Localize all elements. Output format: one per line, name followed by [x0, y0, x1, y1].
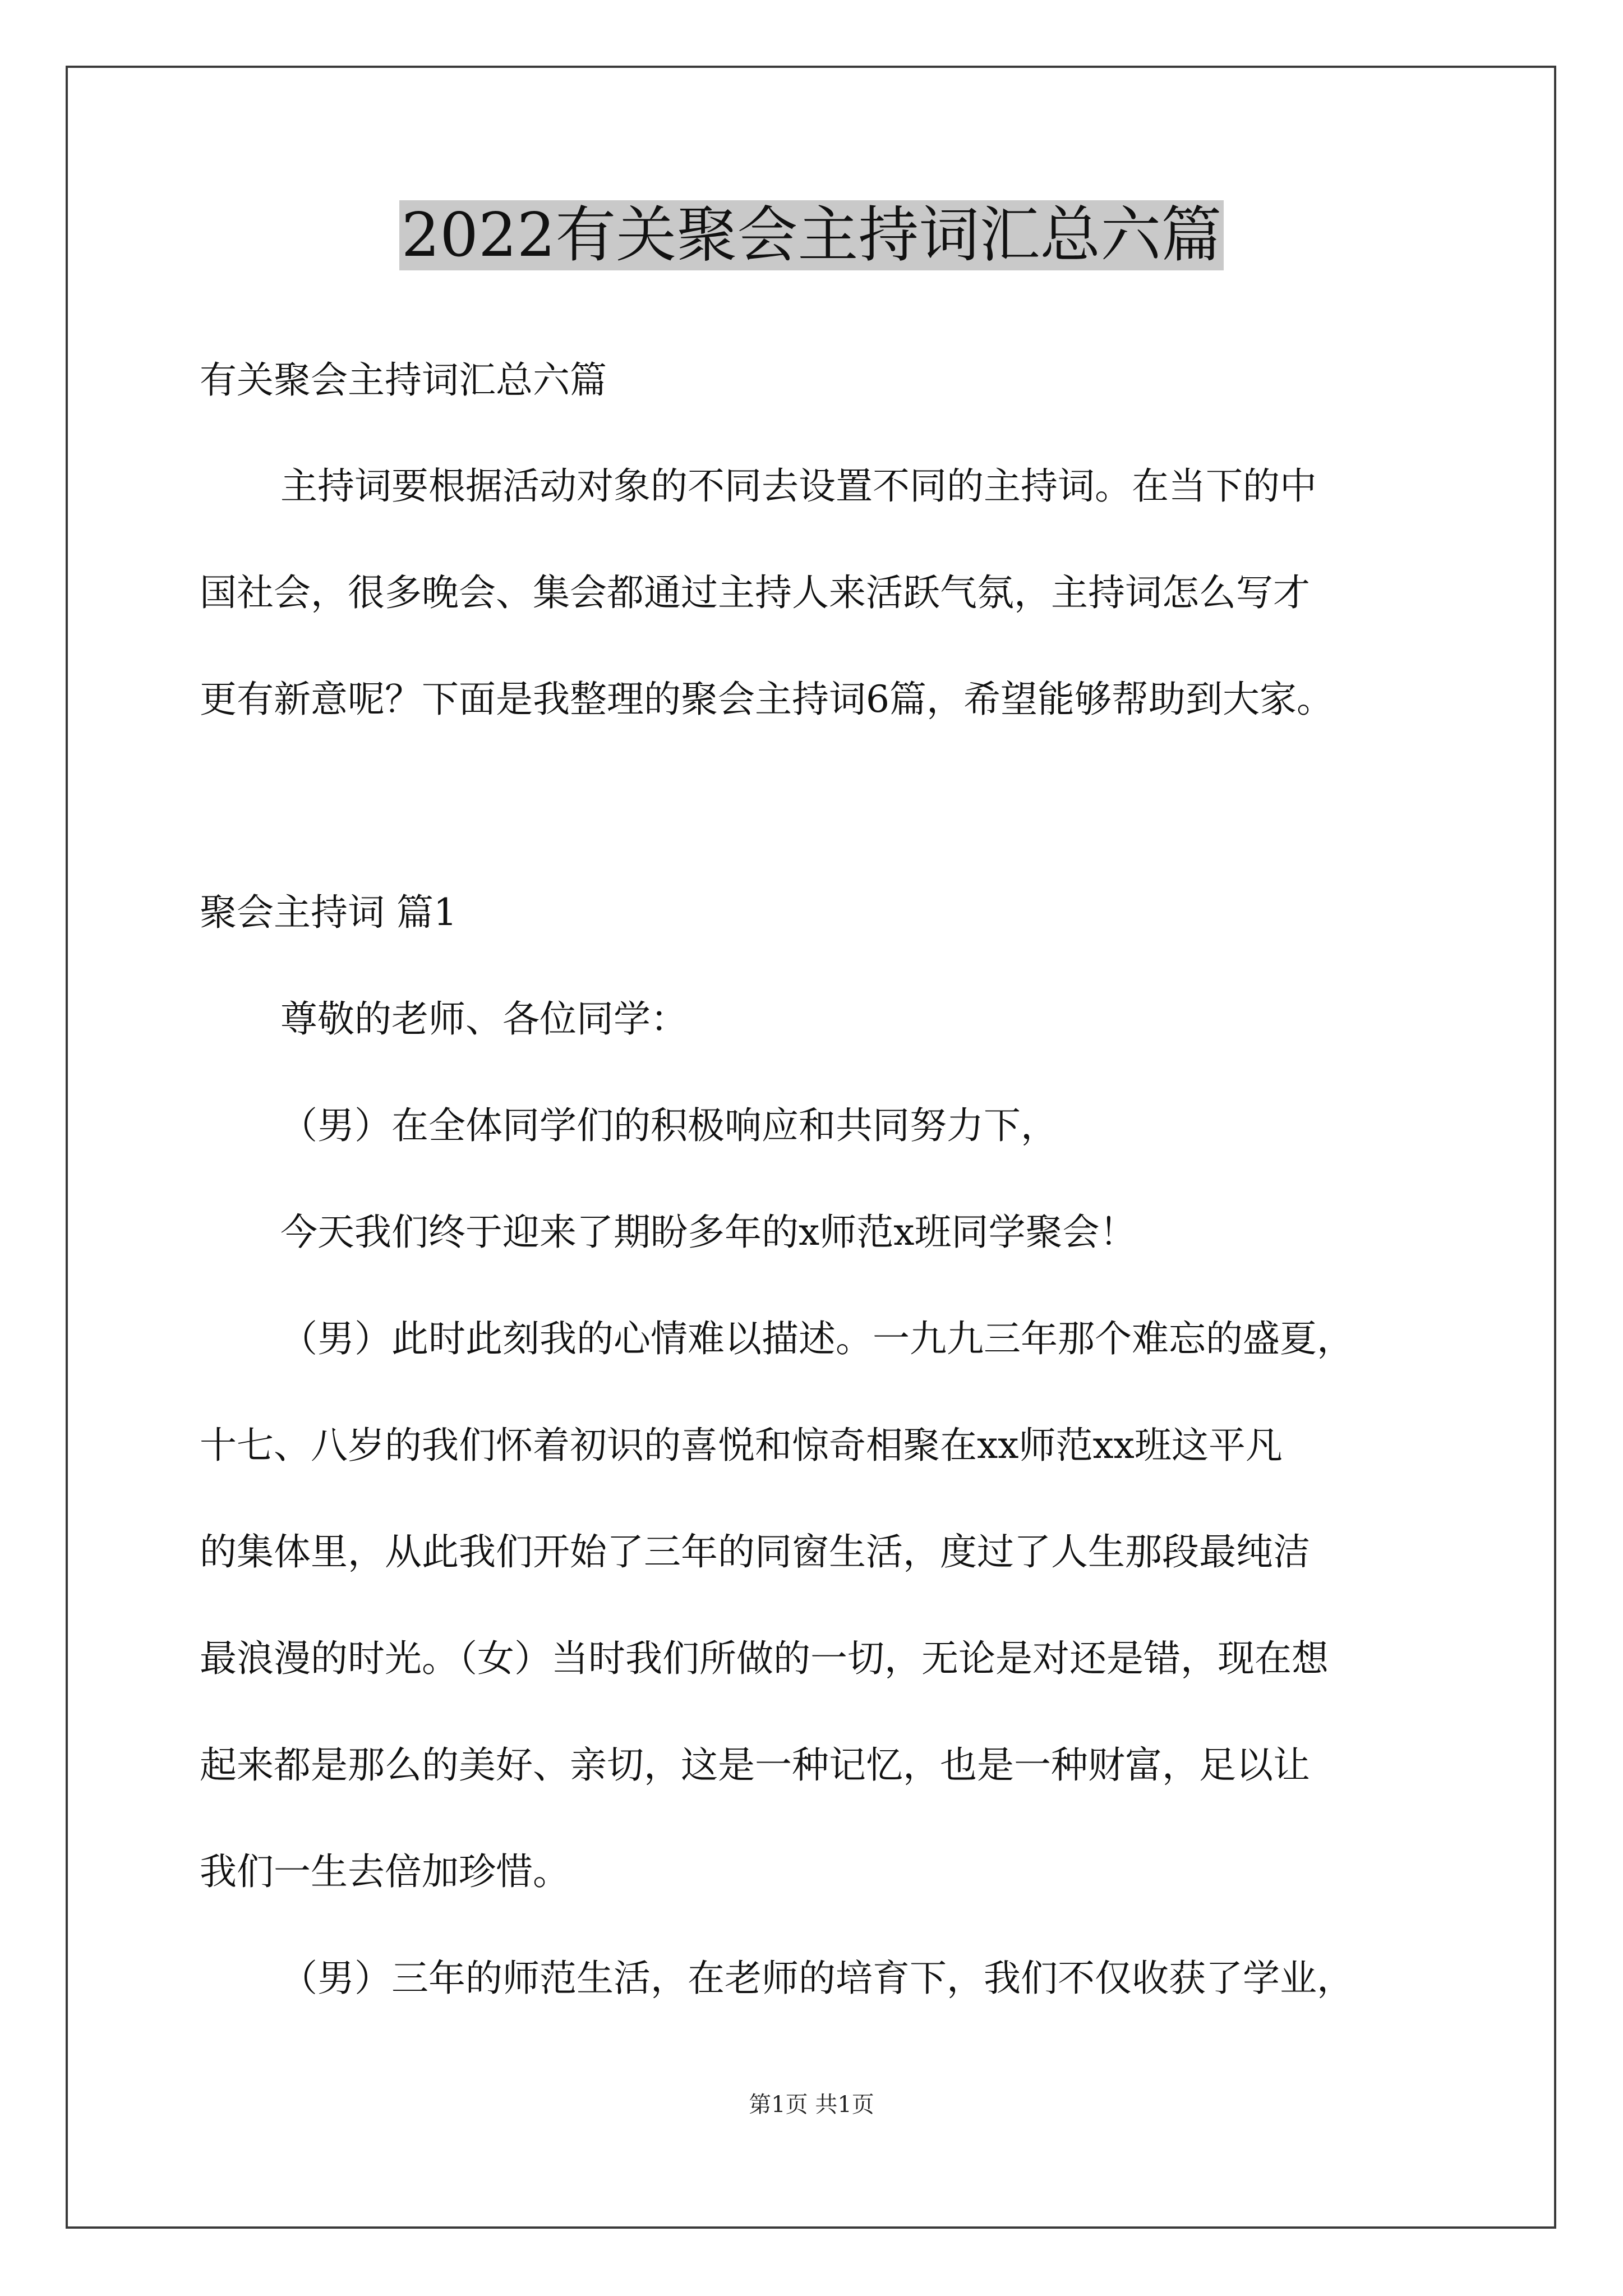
document-title-text: 2022有关聚会主持词汇总六篇 [399, 200, 1224, 270]
paragraph-line: 十七、八岁的我们怀着初识的喜悦和惊奇相聚在xx师范xx班这平凡 [200, 1424, 1283, 1467]
paragraph-line: （男）此时此刻我的心情难以描述。一九九三年那个难忘的盛夏， [280, 1317, 1354, 1360]
paragraph-line: （男）在全体同学们的积极响应和共同努力下， [280, 1104, 1058, 1147]
paragraph-line: 今天我们终于迎来了期盼多年的x师范x班同学聚会！ [280, 1211, 1137, 1254]
paragraph-line: 尊敬的老师、各位同学： [280, 997, 688, 1041]
document-title [0, 196, 1623, 275]
paragraph-line: 更有新意呢？下面是我整理的聚会主持词6篇，希望能够帮助到大家。 [200, 678, 1334, 721]
paragraph-line: 最浪漫的时光。（女）当时我们所做的一切，无论是对还是错，现在想 [200, 1637, 1329, 1680]
paragraph-line: 的集体里，从此我们开始了三年的同窗生活，度过了人生那段最纯洁 [200, 1530, 1310, 1573]
paragraph-line: 起来都是那么的美好、亲切，这是一种记忆，也是一种财富，足以让 [200, 1743, 1310, 1787]
paragraph-line: （男）三年的师范生活，在老师的培育下，我们不仅收获了学业， [280, 1957, 1354, 2000]
paragraph-line: 我们一生去倍加珍惜。 [200, 1850, 570, 1893]
page-footer: 第1页 共1页 [749, 2092, 874, 2118]
subtitle-line: 有关聚会主持词汇总六篇 [200, 358, 607, 402]
paragraph-line: 主持词要根据活动对象的不同去设置不同的主持词。在当下的中 [280, 464, 1317, 508]
paragraph-line: 国社会，很多晚会、集会都通过主持人来活跃气氛，主持词怎么写才 [200, 571, 1310, 614]
section-heading: 聚会主持词 篇1 [200, 891, 457, 934]
